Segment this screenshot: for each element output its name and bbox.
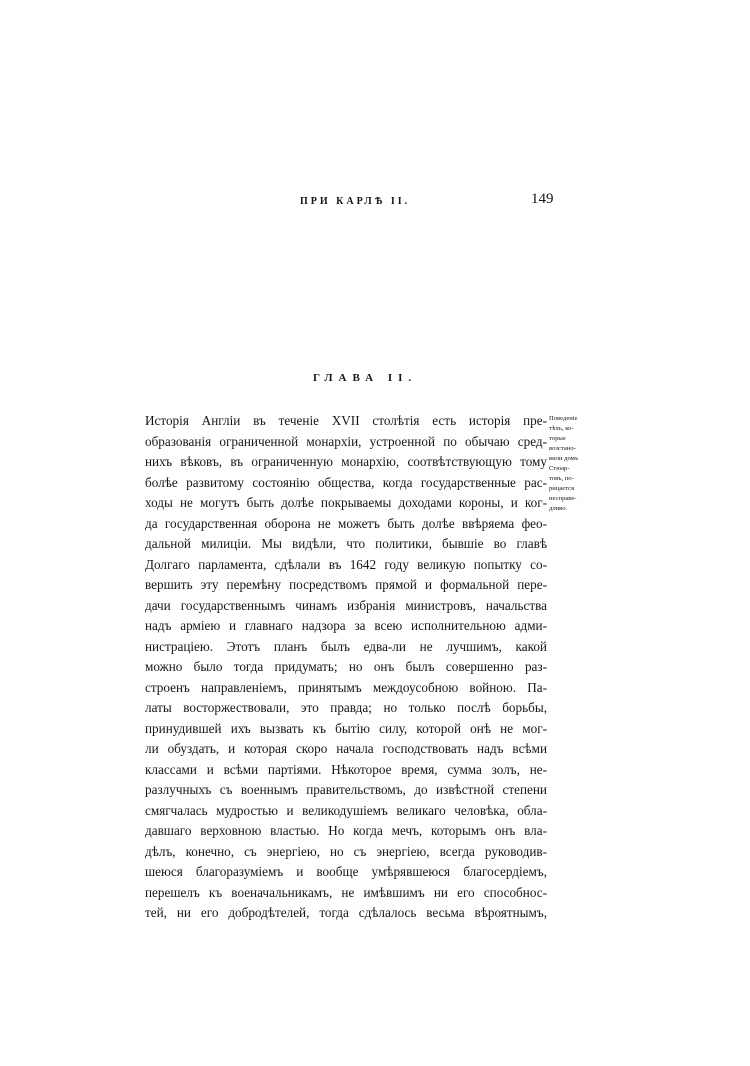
margin-note-line: рицается [549, 485, 575, 492]
margin-note-line: торые [549, 435, 566, 442]
text-line: дачи государственнымъ чинамъ избранія министровъ, начальства [145, 597, 547, 613]
margin-note-line: Поведеніе [549, 415, 578, 422]
text-line: Долгаго парламента, сдѣлали въ 1642 году великую попытку со- [145, 556, 547, 572]
text-line: шеюся благоразуміемъ и вообще умѣрявшеюся благосердіемъ, [145, 864, 547, 879]
text-line: смягчалась мудростью и великодушіемъ великаго человѣка, обла- [145, 802, 547, 818]
text-line: принудившей ихъ вызвать къ бытію силу, которой онѣ не мог- [145, 720, 547, 736]
margin-note-line: возстано- [549, 445, 576, 452]
chapter-heading: ГЛАВА II. [313, 372, 418, 384]
page-number: 149 [531, 191, 554, 207]
text-line: латы восторжествовали, это правда; но только послѣ борьбы, [145, 700, 547, 715]
text-line: строенъ направленіемъ, принятымъ междоусобною войною. Па- [145, 679, 547, 695]
text-line: нихъ вѣковъ, въ ограниченную монархію, соотвѣтствующую тому [145, 454, 547, 469]
text-line: Исторія Англіи въ теченіе XVII столѣтія есть исторія пре- [145, 413, 547, 428]
margin-note-line: дливо. [549, 505, 568, 512]
text-line: нистраціею. Этотъ планъ былъ едва-ли не лучшимъ, какой [145, 638, 547, 654]
margin-note [549, 414, 591, 514]
text-line: перешелъ къ военачальникамъ, не имѣвшимъ ни его способнос- [145, 884, 547, 900]
margin-note-line: несправе- [549, 495, 577, 502]
margin-note-line: товъ, по- [549, 475, 574, 482]
text-line: болѣе развитому состоянію общества, когда государственные рас- [145, 474, 547, 490]
text-line: ли обуздать, и которая скоро начала господствовать надъ всѣми [145, 741, 547, 756]
margin-note-line: вили домъ [549, 455, 579, 462]
margin-note-line: Стюар- [549, 465, 570, 472]
text-line: давшаго верховною властью. Но когда мечъ, которымъ онъ вла- [145, 823, 547, 838]
margin-note-line: тѣхъ, ко- [549, 425, 574, 432]
text-line: надъ арміею и главнаго надзора за всею исполнительною адми- [145, 618, 547, 633]
text-line: разлучныхъ съ военнымъ правительствомъ, до извѣстной степени [145, 782, 547, 797]
body-text [145, 411, 547, 924]
text-line: дѣлъ, конечно, съ энергіею, но съ энергіею, всегда руководив- [145, 843, 547, 859]
text-line: можно было тогда придумать; но онъ былъ совершенно раз- [145, 659, 547, 674]
text-line: да государственная оборона не можетъ быть долѣе ввѣряема феo- [145, 515, 547, 531]
text-line: тей, ни его добродѣтелей, тогда сдѣлалось весьма вѣроятнымъ, [145, 905, 547, 920]
text-line: вершить эту перемѣну посредствомъ прямой и формальной пере- [145, 577, 547, 592]
running-head: ПРИ КАРЛѢ II. [300, 196, 411, 207]
text-line: классами и всѣми партіями. Нѣкоторое время, сумма золъ, не- [145, 761, 547, 777]
text-line: ходы не могутъ быть долѣе покрываемы доходами короны, и ког- [145, 495, 547, 510]
text-line: дальной милиціи. Мы видѣли, что политики, бывшіе во главѣ [145, 536, 547, 551]
text-line: образованія ограниченной монархіи, устроенной по обычаю сред- [145, 433, 547, 449]
